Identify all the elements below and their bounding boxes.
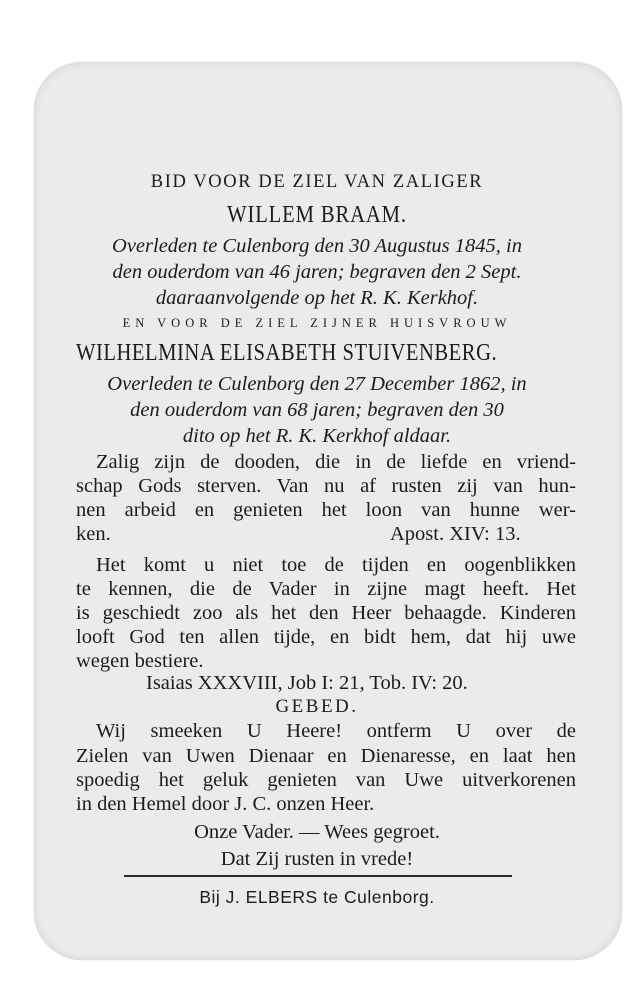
deceased-name-2: WILHELMINA ELISABETH STUIVENBERG. <box>76 340 498 366</box>
death-notice-1-line-1: Overleden te Culenborg den 30 Augustus 1845, in <box>112 235 522 257</box>
verse-1-line-3: nen arbeid en genieten het loon van hunne wer- <box>76 499 576 521</box>
death-notice-1-line-2: den ouderdom van 46 jaren; begraven den 2 Sept. <box>112 261 522 283</box>
death-notice-2-line-3: dito op het R. K. Kerkhof aldaar. <box>182 425 452 447</box>
verse-1-line-1: Zalig zijn de dooden, die in de liefde en vriend- <box>96 451 576 473</box>
card-subheading: EN VOOR DE ZIEL ZIJNER HUISVROUW <box>122 316 512 330</box>
verse-2-reference: Isaias XXXVIII, Job I: 21, Tob. IV: 20. <box>146 672 468 694</box>
card-heading: BID VOOR DE ZIEL VAN ZALIGER <box>150 172 484 192</box>
prayer-line-4: in den Hemel door J. C. onzen Heer. <box>76 793 375 815</box>
verse-2-line-5: wegen bestiere. <box>76 650 204 672</box>
death-notice-2-line-2: den ouderdom van 68 jaren; begraven den 30 <box>130 399 504 421</box>
verse-2-line-1: Het komt u niet toe de tijden en oogenblikken <box>96 554 576 576</box>
verse-1-reference: Apost. XIV: 13. <box>390 523 521 545</box>
verse-2-line-4: looft God ten allen tijde, en bidt hem, dat hij uwe <box>76 626 576 648</box>
prayer-line-3: spoedig het geluk genieten van Uwe uitverkorenen <box>76 769 576 791</box>
deceased-name-1: WILLEM BRAAM. <box>227 202 407 228</box>
closing-rest-in-peace: Dat Zij rusten in vrede! <box>220 848 414 870</box>
closing-prayers: Onze Vader. — Wees gegroet. <box>194 821 440 843</box>
verse-2-line-2: te kennen, die de Vader in zijne magt heeft. Het <box>76 578 576 600</box>
prayer-line-2: Zielen van Uwen Dienaar en Dienaresse, en laat hen <box>76 745 576 767</box>
verse-1-line-2: schap Gods sterven. Van nu af rusten zij van hun- <box>76 475 576 497</box>
death-notice-1-line-3: daaraanvolgende op het R. K. Kerkhof. <box>155 287 479 309</box>
verse-2-line-3: is geschiedt zoo als het den Heer behaagde. Kinderen <box>76 602 576 624</box>
divider-rule <box>124 875 512 877</box>
verse-1-line-4: ken. <box>76 523 111 545</box>
prayer-line-1: Wij smeeken U Heere! ontferm U over de <box>96 720 576 742</box>
death-notice-2-line-1: Overleden te Culenborg den 27 December 1862, in <box>107 373 527 395</box>
prayer-title: GEBED. <box>275 696 359 717</box>
printer-credit: Bij J. ELBERS te Culenborg. <box>199 887 435 907</box>
